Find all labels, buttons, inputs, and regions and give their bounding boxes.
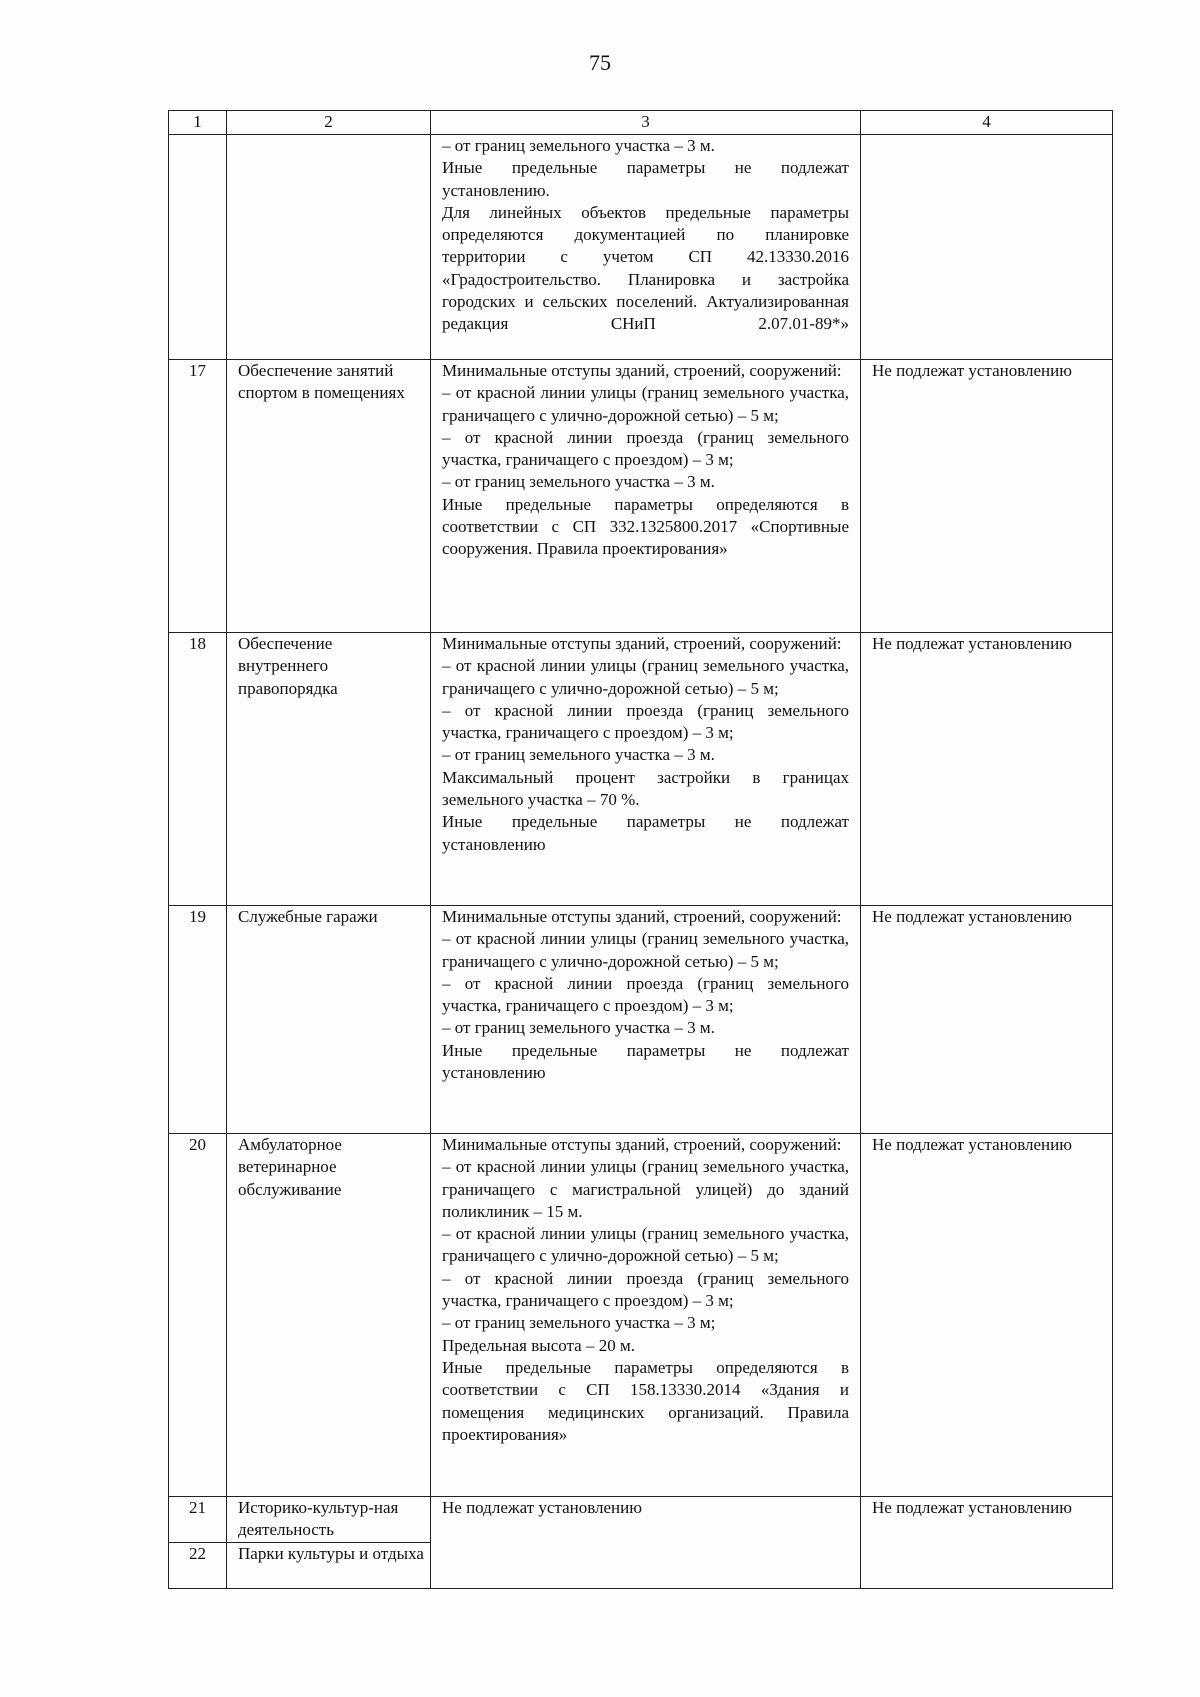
param-line: Иные предельные параметры не подлежат установлению: [442, 812, 849, 854]
param-line: – от красной линии проезда (границ земельного участка, граничащего с проездом) – 3 м;: [442, 427, 849, 470]
row-params: [431, 633, 861, 906]
param-line: – от красной линии улицы (границ земельного участка, граничащего с магистральной улицей) до зданий поликлиник – 15 м.: [442, 1157, 849, 1221]
param-line: – от красной линии проезда (границ земельного участка, граничащего с проездом) – 3 м;: [442, 973, 849, 1016]
row-name: Обеспечение внутреннего правопорядка: [227, 633, 431, 906]
row-name: Служебные гаражи: [227, 906, 431, 1134]
row-number: 20: [169, 1134, 227, 1497]
row-name: Парки культуры и отдыха: [227, 1543, 431, 1589]
header-cell-1: 1: [169, 111, 227, 135]
param-line: Минимальные отступы зданий, строений, сооружений:: [442, 634, 842, 653]
param-line: Для линейных объектов предельные параметры определяются документацией по планировке территории с учетом СП 42.13330.2016 «Градостроительство. Планировка и застройка городских и сельских поселений. Актуализированная редакция СНиП 2.07.01-89*»: [442, 202, 849, 334]
page-number: 75: [589, 50, 611, 75]
param-line: Предельная высота – 20 м.: [442, 1335, 635, 1355]
param-line: – от границ земельного участка – 3 м.: [442, 472, 715, 492]
table-row: [169, 906, 1113, 1134]
row-name: Обеспечение занятий спортом в помещениях: [227, 360, 431, 633]
row-name: Историко-культур-ная деятельность: [227, 1497, 431, 1543]
param-line: – от красной линии улицы (границ земельного участка, граничащего с улично-дорожной сетью) – 5 м;: [442, 656, 849, 698]
merged-col4-cell: Не подлежат установлению: [861, 1497, 1113, 1589]
row-col4: [861, 135, 1113, 360]
param-line: – от красной линии улицы (границ земельного участка, граничащего с улично-дорожной сетью) – 5 м;: [442, 383, 849, 425]
param-line: – от красной линии проезда (границ земельного участка, граничащего с проездом) – 3 м;: [442, 1268, 849, 1311]
row-col4: Не подлежат установлению: [861, 906, 1113, 1134]
param-line: – от границ земельного участка – 3 м.: [442, 745, 715, 765]
row-col4: Не подлежат установлению: [861, 633, 1113, 906]
param-line: Иные предельные параметры не подлежат установлению.: [442, 158, 849, 200]
param-line: – от границ земельного участка – 3 м;: [442, 1313, 716, 1333]
header-cell-3: 3: [431, 111, 861, 135]
regulations-table: [168, 110, 1113, 1589]
table-row: [169, 360, 1113, 633]
table-row: [169, 633, 1113, 906]
param-line: – от границ земельного участка – 3 м.: [442, 136, 715, 155]
row-params: [431, 906, 861, 1134]
param-line: Иные предельные параметры определяются в соответствии с СП 332.1325800.2017 «Спортивные сооружения. Правила проектирования»: [442, 494, 849, 559]
row-number: 18: [169, 633, 227, 906]
row-number: 21: [169, 1497, 227, 1543]
row-number: 19: [169, 906, 227, 1134]
header-cell-4: 4: [861, 111, 1113, 135]
row-params: [431, 135, 861, 360]
table-header-row: [169, 111, 1113, 135]
row-number: [169, 135, 227, 360]
merged-params-cell: Не подлежат установлению: [431, 1497, 861, 1589]
row-params: [431, 1134, 861, 1497]
row-col4: Не подлежат установлению: [861, 360, 1113, 633]
table-row: [169, 1497, 1113, 1543]
param-line: – от красной линии улицы (границ земельного участка, граничащего с улично-дорожной сетью) – 5 м;: [442, 1224, 849, 1266]
table-row: [169, 1134, 1113, 1497]
row-number: 17: [169, 360, 227, 633]
row-name: [227, 135, 431, 360]
param-line: – от красной линии улицы (границ земельного участка, граничащего с улично-дорожной сетью) – 5 м;: [442, 929, 849, 971]
param-line: Минимальные отступы зданий, строений, сооружений:: [442, 907, 842, 926]
row-number: 22: [169, 1543, 227, 1589]
param-line: Иные предельные параметры не подлежат установлению: [442, 1040, 849, 1083]
param-line: Максимальный процент застройки в границах земельного участка – 70 %.: [442, 767, 849, 810]
row-col4: Не подлежат установлению: [861, 1134, 1113, 1497]
param-line: – от красной линии проезда (границ земельного участка, граничащего с проездом) – 3 м;: [442, 700, 849, 743]
row-name: Амбулаторное ветеринарное обслуживание: [227, 1134, 431, 1497]
row-params: [431, 360, 861, 633]
table-row: [169, 135, 1113, 360]
param-line: – от границ земельного участка – 3 м.: [442, 1018, 715, 1038]
header-cell-2: 2: [227, 111, 431, 135]
param-line: Минимальные отступы зданий, строений, сооружений:: [442, 1135, 842, 1154]
param-line: Иные предельные параметры определяются в соответствии с СП 158.13330.2014 «Здания и помещения медицинских организаций. Правила проектирования»: [442, 1357, 849, 1444]
param-line: Минимальные отступы зданий, строений, сооружений:: [442, 361, 842, 380]
